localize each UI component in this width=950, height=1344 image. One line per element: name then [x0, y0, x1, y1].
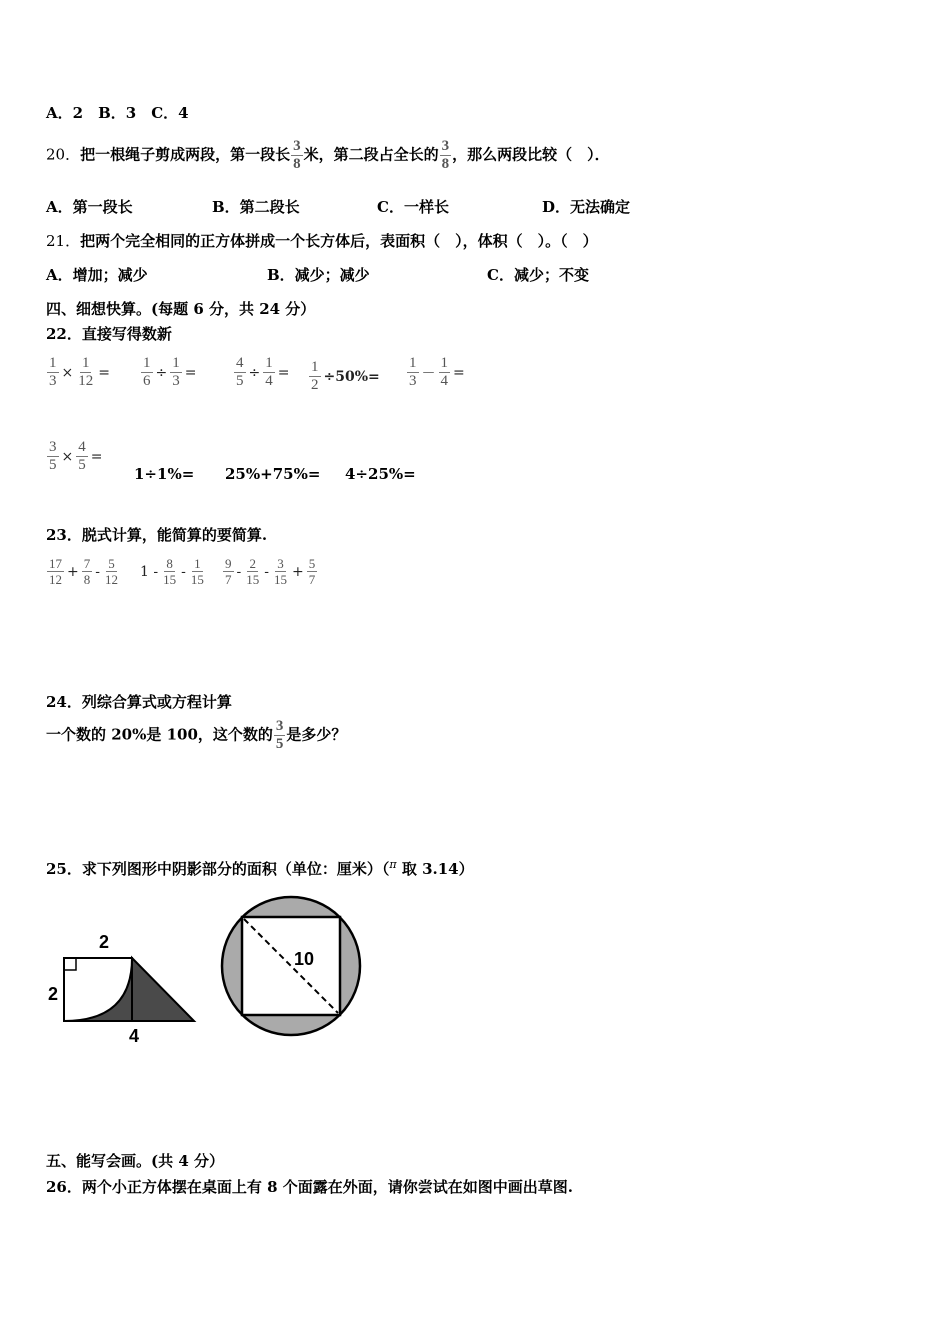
q25-figure-2: [218, 893, 364, 1039]
fraction-denominator: 6: [143, 373, 151, 389]
operator: －: [421, 365, 436, 382]
fraction: [170, 355, 182, 390]
label-bottom: 4: [128, 1026, 140, 1046]
q21-text: 把两个完全相同的正方体拼成一个长方体后，表面积（ ），体积（ ）。（ ）: [80, 232, 598, 250]
fraction-numerator: 4: [236, 355, 244, 371]
fraction: [307, 556, 318, 587]
q23-expression-1: [46, 556, 121, 587]
fraction: [244, 556, 261, 587]
fraction-numerator: 3: [277, 556, 284, 571]
q20-fraction-2: [440, 138, 452, 173]
operator: ÷: [155, 364, 168, 381]
q20-number: 20．: [46, 145, 81, 164]
q22-item-2: [140, 355, 198, 390]
fraction-denominator: 12: [78, 373, 94, 389]
q25-title-b: 取 3.14）: [396, 860, 474, 878]
q22-item-8: 25%+75%=: [225, 465, 321, 483]
equals: =: [277, 364, 290, 381]
q26-question: 26．两个小正方体摆在桌面上有 8 个面露在外面，请你尝试在如图中画出草图.: [46, 1178, 573, 1196]
equals: =: [453, 364, 465, 381]
q20-text-c: ，那么两段比较（ ）．: [452, 145, 610, 164]
q22-item-4: [308, 359, 382, 394]
fraction-numerator: 1: [49, 355, 57, 371]
fraction-denominator: 15: [246, 572, 260, 587]
label-left: 2: [47, 984, 59, 1004]
fraction: [439, 355, 451, 390]
q22-item-3: [233, 355, 291, 390]
fraction-denominator: 2: [311, 377, 319, 393]
q24-question: [46, 718, 346, 753]
fraction-numerator: 3: [293, 138, 301, 154]
fraction-denominator: 3: [409, 373, 417, 389]
q25-title-a: 25．求下列图形中阴影部分的面积（单位：厘米）（: [46, 860, 390, 878]
q20-option-b: B．第二段长: [212, 198, 300, 216]
fraction-numerator: 5: [108, 556, 115, 571]
operator: ÷50%=: [323, 368, 380, 385]
q20-option-d: D．无法确定: [542, 198, 631, 216]
fraction-numerator: 3: [275, 718, 284, 734]
expression-lead: 1 -: [140, 563, 159, 580]
fraction-denominator: 3: [172, 373, 180, 389]
fraction-numerator: 1: [440, 355, 448, 371]
fraction-denominator: 8: [83, 572, 91, 587]
section-5-title: 五、能写会画。(共 4 分）: [46, 1152, 224, 1170]
fraction-numerator: 17: [49, 556, 62, 571]
fraction-denominator: 15: [190, 572, 204, 587]
operator: -: [264, 563, 269, 580]
q24-fraction: [274, 718, 286, 753]
fraction: [47, 355, 59, 390]
operator: ÷: [248, 364, 261, 381]
fraction-numerator: 1: [265, 355, 273, 371]
q19-options: A．2 B．3 C．4: [46, 104, 189, 122]
fraction-denominator: 12: [49, 572, 62, 587]
fraction-denominator: 15: [163, 572, 177, 587]
fraction: [161, 556, 178, 587]
fraction-denominator: 5: [236, 373, 244, 389]
fraction-numerator: 1: [409, 355, 417, 371]
q20-fraction-1: [291, 138, 303, 173]
fraction-denominator: 15: [273, 572, 287, 587]
fraction-numerator: 5: [308, 556, 316, 571]
fraction-denominator: 5: [78, 457, 86, 473]
fraction: [309, 359, 321, 394]
fraction-numerator: 2: [249, 556, 256, 571]
q24-text-b: 是多少？: [286, 725, 347, 744]
pi-symbol: π: [389, 858, 397, 871]
fraction: [47, 556, 64, 587]
q21-number: 21．: [46, 232, 81, 250]
q22-item-9: 4÷25%=: [345, 465, 416, 483]
fraction: [141, 355, 153, 390]
q20-option-a: A．第一段长: [46, 198, 133, 216]
q23-title: 23．脱式计算，能简算的要简算.: [46, 526, 268, 544]
q20-text-b: 米，第二段占全长的: [303, 145, 439, 164]
fraction-numerator: 1: [311, 359, 319, 375]
fraction-denominator: 5: [49, 457, 57, 473]
q25-title: [46, 858, 474, 879]
fraction-numerator: 4: [78, 439, 86, 455]
fraction-denominator: 4: [265, 373, 273, 389]
fraction: [189, 556, 206, 587]
fraction-denominator: 4: [440, 373, 448, 389]
q21-option-b: B．减少；减少: [267, 266, 370, 284]
fraction: [76, 439, 88, 474]
fraction-numerator: 7: [83, 556, 91, 571]
q22-title: 22．直接写得数新: [46, 325, 172, 343]
operator: -: [181, 563, 186, 580]
equals: =: [184, 364, 197, 381]
fraction-denominator: 3: [49, 373, 57, 389]
operator: +: [67, 563, 79, 580]
q22-item-7: 1÷1%=: [134, 465, 195, 483]
fraction-denominator: 8: [293, 156, 301, 172]
q23-expression-2: [138, 556, 207, 587]
q22-item-6: [46, 439, 104, 474]
operator: ×: [61, 448, 74, 465]
equals: =: [90, 448, 103, 465]
q22-item-5: [406, 355, 467, 390]
fraction: [76, 355, 95, 390]
q22-item-1: [46, 355, 112, 390]
fraction-denominator: 12: [104, 572, 118, 587]
right-angle-mark: [64, 958, 76, 970]
q20-question: [46, 138, 610, 173]
q20-option-c: C．一样长: [377, 198, 449, 216]
fraction-denominator: 7: [225, 572, 232, 587]
q23-expression-3: [222, 556, 318, 587]
fraction: [263, 355, 275, 390]
q21-option-c: C．减少；不变: [487, 266, 589, 284]
fraction-numerator: 1: [81, 355, 90, 371]
q25-figure-1: [44, 926, 200, 1048]
fraction: [103, 556, 120, 587]
fraction-numerator: 3: [49, 439, 57, 455]
q20-text-a: 把一根绳子剪成两段，第一段长: [80, 145, 291, 164]
operator: -: [95, 563, 100, 580]
operator: ×: [61, 364, 74, 381]
q24-title: 24．列综合算式或方程计算: [46, 693, 232, 711]
operator: +: [291, 563, 304, 580]
fraction-numerator: 1: [194, 556, 201, 571]
q24-text-a: 一个数的 20%是 100，这个数的: [46, 725, 273, 744]
fraction: [47, 439, 59, 474]
fraction-denominator: 8: [441, 156, 450, 172]
fraction: [82, 556, 93, 587]
shaded-region: [64, 958, 194, 1021]
fraction: [272, 556, 289, 587]
equals: =: [98, 364, 110, 381]
fraction-numerator: 3: [441, 138, 450, 154]
operator: -: [236, 563, 242, 580]
fraction-denominator: 7: [308, 572, 316, 587]
q21-question: [46, 230, 598, 251]
section-4-title: 四、细想快算。(每题 6 分，共 24 分）: [46, 300, 316, 318]
q21-option-a: A．增加；减少: [46, 266, 148, 284]
fraction-numerator: 1: [143, 355, 151, 371]
fraction-numerator: 9: [225, 556, 232, 571]
fraction: [234, 355, 246, 390]
diagonal-label: 10: [293, 949, 315, 969]
fraction-numerator: 8: [166, 556, 173, 571]
fraction: [223, 556, 234, 587]
fraction-numerator: 1: [172, 355, 180, 371]
fraction-denominator: 5: [275, 736, 284, 752]
fraction: [407, 355, 419, 390]
label-top: 2: [98, 932, 110, 952]
